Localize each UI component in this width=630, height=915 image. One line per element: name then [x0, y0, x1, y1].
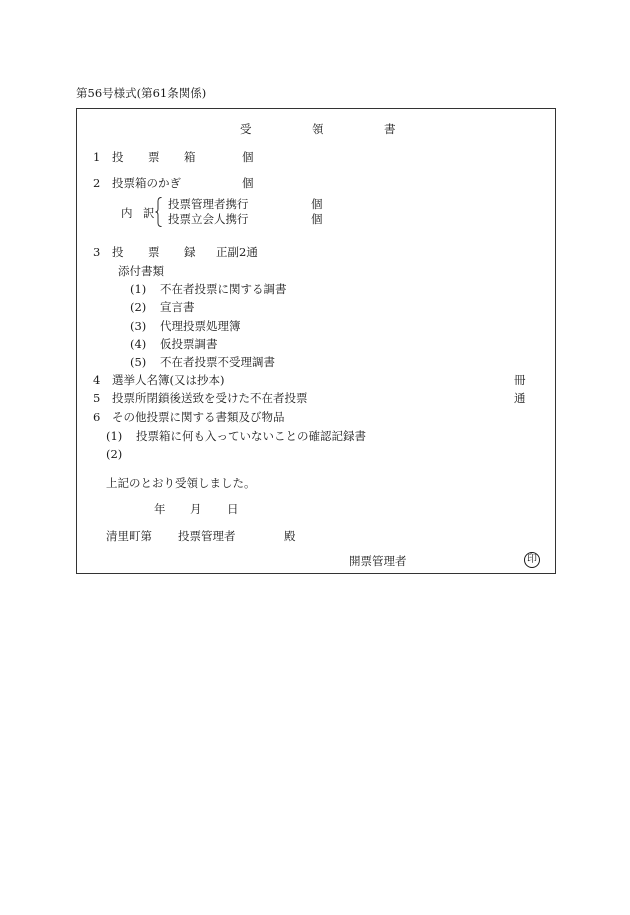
item1-label-char-3: 箱 [184, 150, 196, 164]
item1-unit: 個 [242, 150, 254, 164]
receipt-statement: 上記のとおり受領しました。 [106, 476, 256, 490]
item4-number: 4 [93, 373, 101, 387]
seal-mark: 印 [524, 552, 540, 568]
item4-label: 選挙人名簿(又は抄本) [112, 373, 225, 387]
item6-sub-1-number: (1) [106, 429, 123, 443]
item3-copies: 正副2通 [216, 245, 258, 259]
breakdown-row-2-label: 投票立会人携行 [168, 212, 249, 226]
item2-unit: 個 [242, 176, 254, 190]
breakdown-row-1-label: 投票管理者携行 [168, 197, 249, 211]
attachment-5-number: (5) [130, 355, 147, 369]
title-char-2: 領 [312, 122, 324, 136]
title-char-1: 受 [240, 122, 252, 136]
attachment-5-text: 不在者投票不受理調書 [160, 355, 275, 369]
item6-label: その他投票に関する書類及び物品 [112, 410, 285, 424]
item1-label-char-1: 投 [112, 150, 124, 164]
title-char-3: 書 [384, 122, 396, 136]
item3-label-char-1: 投 [112, 245, 124, 259]
breakdown-label-char-1: 内 [121, 206, 133, 220]
attachment-2-number: (2) [130, 300, 147, 314]
attachment-4-number: (4) [130, 337, 147, 351]
item5-unit: 通 [514, 391, 526, 405]
attachment-1-text: 不在者投票に関する調書 [160, 282, 287, 296]
addressee-role: 投票管理者 [178, 529, 236, 543]
form-number: 第56号様式(第61条関係) [76, 86, 207, 100]
item6-number: 6 [93, 410, 101, 424]
attachment-3-number: (3) [130, 319, 147, 333]
item2-label: 投票箱のかぎ [112, 176, 181, 190]
brace-icon [155, 197, 162, 227]
item5-label: 投票所閉鎖後送致を受けた不在者投票 [112, 391, 308, 405]
signer-role: 開票管理者 [349, 554, 407, 568]
item6-sub-2-number: (2) [106, 447, 123, 461]
attachment-1-number: (1) [130, 282, 147, 296]
date-year: 年 [154, 502, 166, 516]
attachment-2-text: 宣言書 [160, 300, 195, 314]
breakdown-label-char-2: 訳 [143, 206, 155, 220]
item4-unit: 冊 [514, 373, 526, 387]
item3-number: 3 [93, 245, 101, 259]
item1-label-char-2: 票 [148, 150, 160, 164]
item3-label-char-3: 録 [184, 245, 196, 259]
addressee-town: 清里町第 [106, 529, 152, 543]
attachments-label: 添付書類 [118, 264, 164, 278]
item3-label-char-2: 票 [148, 245, 160, 259]
attachment-3-text: 代理投票処理簿 [160, 319, 241, 333]
breakdown-row-2-unit: 個 [311, 212, 323, 226]
date-day: 日 [227, 502, 239, 516]
item1-number: 1 [93, 150, 101, 164]
attachment-4-text: 仮投票調書 [160, 337, 218, 351]
item5-number: 5 [93, 391, 101, 405]
breakdown-row-1-unit: 個 [311, 197, 323, 211]
item2-number: 2 [93, 176, 101, 190]
addressee-honorific: 殿 [284, 529, 296, 543]
item6-sub-1-text: 投票箱に何も入っていないことの確認記録書 [136, 429, 366, 443]
date-month: 月 [190, 502, 202, 516]
